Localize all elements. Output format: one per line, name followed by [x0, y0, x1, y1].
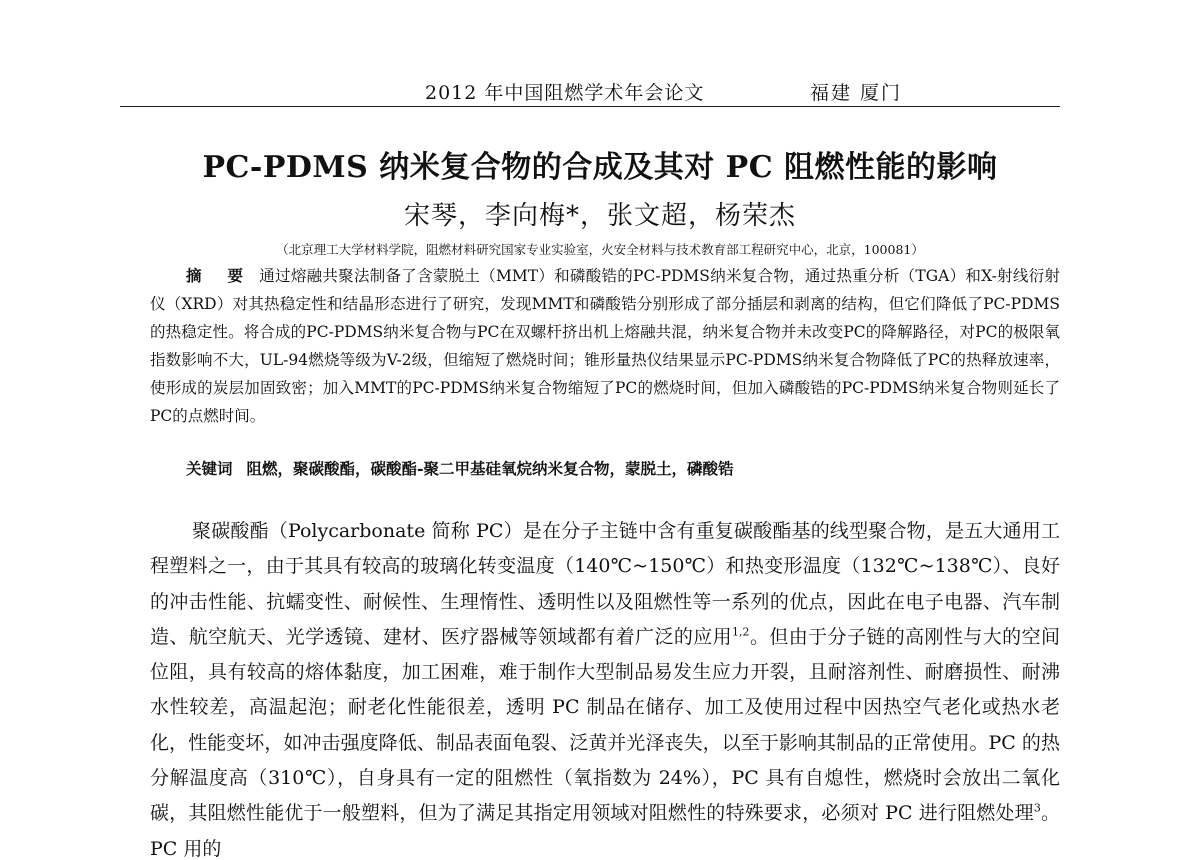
abstract-text: 通过熔融共聚法制备了含蒙脱土（MMT）和磷酸锆的PC-PDMS纳米复合物，通过热重分析（TGA）和X-射线衍射仪（XRD）对其热稳定性和结晶形态进行了研究，发现MMT和磷酸锆分别形成了部分插层和剥离的结构，但它们降低了PC-PDMS的热稳定性。将合成的PC-PDMS纳米复合物与PC在双螺杆挤出机上熔融共混，纳米复合物并未改变PC的降解路径，对PC的极限氧指数影响不大，UL-94燃烧等级为V-2级，但缩短了燃烧时间；锥形量热仪结果显示PC-PDMS纳米复合物降低了PC的热释放速率，使形成的炭层加固致密；加入MMT的PC-PDMS纳米复合物缩短了PC的燃烧时间，但加入磷酸锆的PC-PDMS纳米复合物则延长了PC的点燃时间。 — [150, 267, 1060, 425]
conference-name: 2012 年中国阻燃学术年会论文 — [425, 82, 705, 104]
conference-location: 福建 厦门 — [810, 82, 903, 104]
abstract-label: 摘 要 — [186, 266, 254, 285]
keywords-block — [186, 457, 1056, 479]
keywords-label: 关键词 — [186, 459, 233, 478]
body-text-part-2: 。但由于分子链的高刚性与大的空间位阻，具有较高的熔体黏度，加工困难，难于制作大型制品易发生应力开裂，且耐溶剂性、耐磨损性、耐沸水性较差，高温起泡；耐老化性能很差，透明 PC 制品在储存、加工及使用过程中因热空气老化或热水老化，性能变坏，如冲击强度降低、制品表面龟裂、泛黄并光泽丧失，以至于影响其制品的正常使用。PC 的热分解温度高（310℃），自身具有一定的阻燃性（氧指数为 24%），PC 具有自熄性，燃烧时会放出二氧化碳，其阻燃性能优于一般塑料，但为了满足其指定用领域对阻燃性的特殊要求，必须对 PC 进行阻燃处理 — [150, 625, 1060, 825]
abstract-paragraph — [150, 262, 1060, 430]
body-text-part-3: 。PC 用的 — [150, 802, 1060, 860]
paper-title: PC-PDMS 纳米复合物的合成及其对 PC 阻燃性能的影响 — [202, 150, 998, 185]
body-text — [150, 514, 1060, 860]
citation-ref: 3 — [1033, 802, 1041, 816]
abstract-block — [150, 262, 1060, 430]
author-affiliation: （北京理工大学材料学院，阻燃材料研究国家专业实验室，火安全材料与技术教育部工程研究中心，北京，100081） — [276, 242, 924, 257]
body-text-part-1: 聚碳酸酯（Polycarbonate 简称 PC）是在分子主链中含有重复碳酸酯基的线型聚合物，是五大通用工程塑料之一，由于其具有较高的玻璃化转变温度（140℃~150℃）和热变形温度（132℃~138℃）、良好的冲击性能、抗蠕变性、耐候性、生理惰性、透明性以及阻燃性等一系列的优点，因此在电子电器、汽车制造、航空航天、光学透镜、建材、医疗器械等领域都有着广泛的应用 — [150, 520, 1060, 648]
running-header — [120, 78, 1060, 107]
keywords-text: 阻燃，聚碳酸酯，碳酸酯-聚二甲基硅氧烷纳米复合物，蒙脱土，磷酸锆 — [246, 459, 734, 478]
citation-ref: 1,2 — [732, 625, 750, 639]
body-paragraph — [150, 514, 1060, 860]
author-list: 宋琴，李向梅*，张文超，杨荣杰 — [403, 201, 796, 231]
